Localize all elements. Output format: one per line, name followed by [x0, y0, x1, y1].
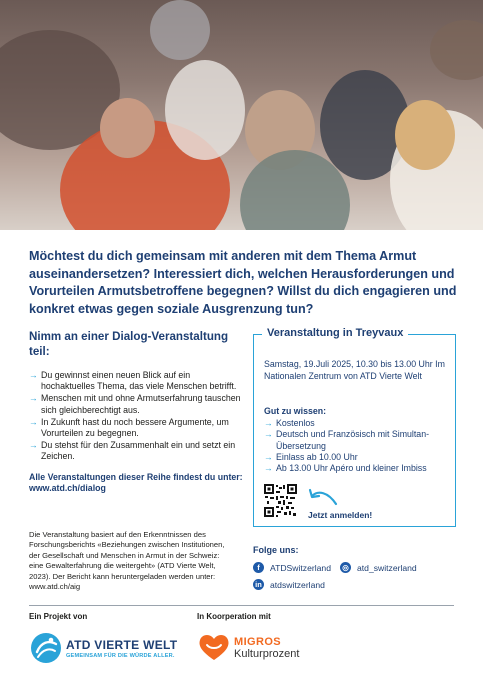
cooperation-label: In Koorperation mit: [197, 612, 271, 621]
list-item: → Kostenlos: [264, 418, 315, 429]
all-events-link[interactable]: Alle Veranstaltungen dieser Reihe findest du unter: www.atd.ch/dialog: [29, 471, 243, 494]
list-item: → Du stehst für den Zusammenhalt ein und setzt ein Zeichen.: [29, 440, 236, 462]
participate-heading: Nimm an einer Dialog-Veranstaltung teil:: [29, 330, 229, 358]
migros-heart-icon: [198, 633, 230, 661]
list-item: → Menschen mit und ohne Armutserfahrung tauschen sich gleichberechtigt aus.: [29, 393, 241, 415]
intro-text: Möchtest du dich gemeinsam mit anderen mit dem Thema Armut auseinandersetzen? Interessiert dich, welchen Herausforderungen und Vorurteilen Armutsbetroffene begegnen? Willst du dich engagieren und konkret etwas gegen soziale Ausgrenzung tun?: [29, 249, 457, 316]
facebook-link[interactable]: f ATDSwitzerland: [253, 562, 331, 573]
good-to-know-list: [264, 418, 452, 474]
atd-logo-name: ATD VIERTE WELT: [66, 638, 178, 652]
migros-logo-name: MIGROS: [234, 636, 282, 648]
project-label: Ein Projekt von: [29, 612, 88, 621]
event-box: [253, 327, 456, 527]
good-to-know-heading: Gut zu wissen:: [264, 406, 327, 416]
atd-logo-tagline: GEMEINSAM FÜR DIE WÜRDE ALLER.: [66, 653, 175, 659]
instagram-icon: ◎: [340, 562, 351, 573]
list-item: → Deutsch und Französisch mit Simultan-Übersetzung: [264, 429, 430, 451]
benefits-list: [29, 370, 244, 463]
arrow-right-icon: →: [29, 393, 38, 404]
facebook-icon: f: [253, 562, 264, 573]
register-cta[interactable]: Jetzt anmelden!: [308, 510, 373, 520]
list-item: → Einlass ab 10.00 Uhr: [264, 451, 358, 462]
research-note: Die Veranstaltung basiert auf den Erkenntnissen des Forschungsberichts «Beziehungen zwischen Institutionen, der Gesellschaft und Menschen in Armut in der Schweiz: eine Gewalterfahrung die weitergeht» (ATD Vierte Welt, 2023). Der Bericht kann heruntergeladen werden unter: www.atd.ch/aig: [29, 530, 225, 592]
arrow-right-icon: →: [29, 440, 38, 451]
good-to-know: [264, 406, 452, 474]
arrow-right-icon: →: [264, 463, 273, 474]
header-photo: [0, 0, 483, 230]
curved-arrow-icon: [308, 486, 340, 508]
list-item: → In Zukunft hast du noch bessere Argumente, um Vorurteilen zu begegnen.: [29, 416, 229, 439]
instagram-link[interactable]: ◎ atd_switzerland: [340, 562, 417, 573]
arrow-right-icon: →: [29, 416, 38, 427]
linkedin-link[interactable]: in atdswitzerland: [253, 579, 325, 590]
qr-code-icon[interactable]: [264, 484, 297, 517]
list-item: → Ab 13.00 Uhr Apéro und kleiner Imbiss: [264, 463, 427, 474]
linkedin-icon: in: [253, 579, 264, 590]
atd-logo-icon: [29, 632, 63, 664]
arrow-right-icon: →: [29, 370, 38, 380]
follow-heading: Folge uns:: [253, 545, 299, 555]
list-item: → Du gewinnst einen neuen Blick auf ein hochaktuelles Thema, das viele Menschen betrifft.: [29, 370, 237, 392]
arrow-right-icon: →: [264, 451, 273, 462]
migros-logo-sub: Kulturprozent: [234, 648, 300, 660]
arrow-right-icon: →: [264, 418, 273, 429]
event-date-location: Samstag, 19.Juli 2025, 10.30 bis 13.00 Uhr Im Nationalen Zentrum von ATD Vierte Welt: [264, 359, 445, 381]
arrow-right-icon: →: [264, 429, 273, 440]
follow-us-section: [253, 545, 463, 562]
event-title: Veranstaltung in Treyvaux: [262, 326, 408, 341]
left-column: [29, 330, 244, 495]
footer-divider: [29, 605, 454, 606]
